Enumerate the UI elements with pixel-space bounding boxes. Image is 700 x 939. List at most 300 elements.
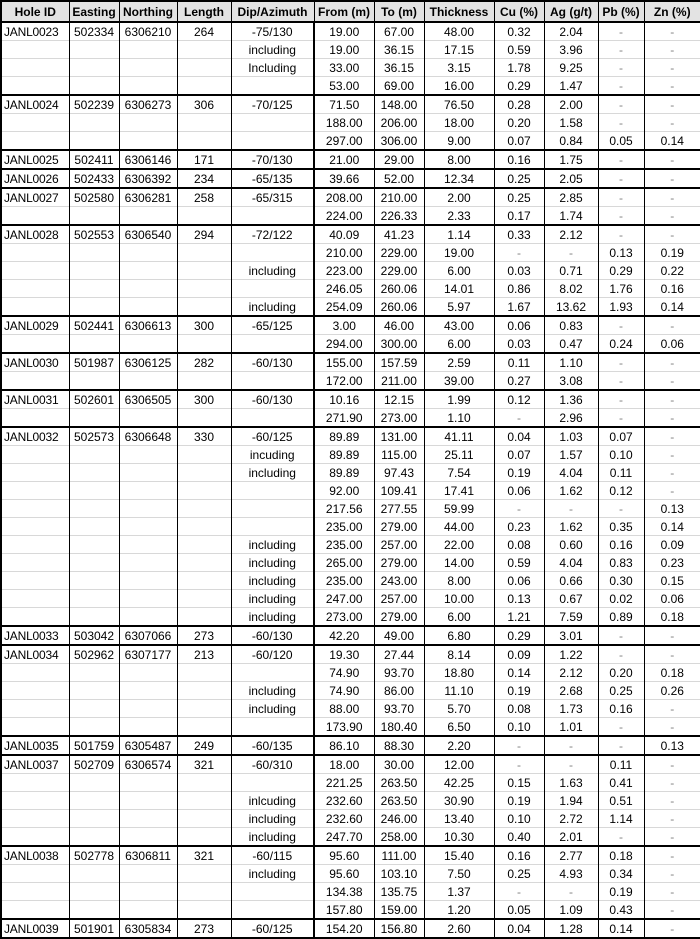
table-row: [1, 95, 700, 114]
cell-hole-id: JANL0032: [1, 427, 69, 446]
column-header: Length: [177, 1, 231, 22]
cell-thickness: 6.00: [424, 608, 494, 627]
cell-thickness: 48.00: [424, 22, 494, 41]
cell-pb: 0.02: [598, 590, 644, 608]
table-row: [1, 919, 700, 938]
cell-to: 279.00: [374, 608, 424, 627]
table-row: [1, 446, 700, 464]
cell-length: [177, 664, 231, 682]
cell-easting: 502553: [69, 225, 119, 244]
cell-pb: 0.25: [598, 682, 644, 700]
cell-length: [177, 262, 231, 280]
cell-from: 235.00: [314, 572, 374, 590]
cell-zn: -: [644, 41, 700, 59]
cell-ag: 7.59: [544, 608, 598, 627]
cell-to: 159.00: [374, 901, 424, 920]
cell-ag: 1.75: [544, 150, 598, 169]
cell-length: [177, 828, 231, 847]
cell-length: [177, 77, 231, 96]
cell-length: [177, 59, 231, 77]
cell-easting: [69, 262, 119, 280]
table-row: [1, 500, 700, 518]
cell-pb: 1.14: [598, 810, 644, 828]
cell-easting: [69, 280, 119, 298]
cell-easting: [69, 590, 119, 608]
cell-pb: -: [598, 114, 644, 132]
cell-to: 69.00: [374, 77, 424, 96]
cell-to: 135.75: [374, 883, 424, 901]
cell-length: [177, 518, 231, 536]
cell-hole-id: [1, 865, 69, 883]
cell-dip-azimuth: including: [231, 590, 314, 608]
cell-pb: 0.12: [598, 482, 644, 500]
cell-dip-azimuth: incuding: [231, 446, 314, 464]
table-row: [1, 150, 700, 169]
cell-length: 249: [177, 736, 231, 755]
cell-zn: -: [644, 77, 700, 96]
cell-to: 229.00: [374, 262, 424, 280]
cell-hole-id: [1, 298, 69, 317]
cell-pb: 0.29: [598, 262, 644, 280]
cell-northing: [119, 810, 177, 828]
cell-from: 294.00: [314, 335, 374, 354]
cell-northing: [119, 41, 177, 59]
cell-thickness: 2.33: [424, 207, 494, 226]
cell-from: 235.00: [314, 518, 374, 536]
cell-pb: -: [598, 626, 644, 645]
cell-to: 279.00: [374, 554, 424, 572]
cell-to: 30.00: [374, 755, 424, 774]
cell-from: 39.66: [314, 169, 374, 188]
cell-northing: 6306146: [119, 150, 177, 169]
table-row: [1, 482, 700, 500]
cell-ag: 0.84: [544, 132, 598, 151]
cell-from: 208.00: [314, 188, 374, 207]
cell-thickness: 1.99: [424, 390, 494, 409]
cell-ag: 1.01: [544, 718, 598, 737]
cell-cu: 0.10: [494, 810, 544, 828]
cell-thickness: 10.30: [424, 828, 494, 847]
cell-ag: 0.60: [544, 536, 598, 554]
cell-cu: 0.15: [494, 774, 544, 792]
cell-zn: -: [644, 810, 700, 828]
cell-ag: 13.62: [544, 298, 598, 317]
cell-zn: -: [644, 901, 700, 920]
cell-dip-azimuth: [231, 518, 314, 536]
table-row: [1, 409, 700, 428]
cell-pb: 0.05: [598, 132, 644, 151]
cell-hole-id: JANL0023: [1, 22, 69, 41]
cell-pb: 0.14: [598, 919, 644, 938]
column-header: Dip/Azimuth: [231, 1, 314, 22]
cell-zn: -: [644, 718, 700, 737]
table-row: [1, 372, 700, 391]
cell-cu: 0.29: [494, 77, 544, 96]
cell-pb: -: [598, 409, 644, 428]
cell-pb: 0.30: [598, 572, 644, 590]
cell-from: 254.09: [314, 298, 374, 317]
cell-hole-id: [1, 335, 69, 354]
cell-from: 217.56: [314, 500, 374, 518]
table-row: [1, 755, 700, 774]
cell-pb: 0.16: [598, 700, 644, 718]
cell-to: 246.00: [374, 810, 424, 828]
cell-pb: -: [598, 150, 644, 169]
cell-zn: 0.13: [644, 500, 700, 518]
cell-zn: 0.13: [644, 736, 700, 755]
cell-zn: -: [644, 482, 700, 500]
cell-pb: -: [598, 500, 644, 518]
table-row: [1, 188, 700, 207]
cell-to: 46.00: [374, 316, 424, 335]
cell-northing: 6306392: [119, 169, 177, 188]
column-header: Ag (g/t): [544, 1, 598, 22]
cell-to: 109.41: [374, 482, 424, 500]
cell-dip-azimuth: including: [231, 464, 314, 482]
cell-cu: 0.14: [494, 664, 544, 682]
cell-from: 19.00: [314, 22, 374, 41]
cell-length: [177, 409, 231, 428]
cell-zn: -: [644, 464, 700, 482]
cell-northing: 6306811: [119, 846, 177, 865]
cell-cu: 0.27: [494, 372, 544, 391]
cell-length: [177, 335, 231, 354]
cell-cu: 1.67: [494, 298, 544, 317]
cell-dip-azimuth: -60/125: [231, 427, 314, 446]
cell-to: 41.23: [374, 225, 424, 244]
cell-hole-id: JANL0034: [1, 645, 69, 664]
cell-pb: 0.11: [598, 755, 644, 774]
cell-dip-azimuth: [231, 244, 314, 262]
table-row: [1, 590, 700, 608]
cell-ag: 1.73: [544, 700, 598, 718]
table-row: [1, 645, 700, 664]
table-row: [1, 518, 700, 536]
cell-easting: [69, 518, 119, 536]
cell-cu: 0.17: [494, 207, 544, 226]
cell-zn: -: [644, 846, 700, 865]
cell-length: [177, 464, 231, 482]
cell-thickness: 22.00: [424, 536, 494, 554]
cell-to: 180.40: [374, 718, 424, 737]
cell-pb: -: [598, 207, 644, 226]
cell-zn: 0.15: [644, 572, 700, 590]
cell-northing: 6306281: [119, 188, 177, 207]
cell-length: [177, 572, 231, 590]
cell-hole-id: [1, 77, 69, 96]
cell-thickness: 76.50: [424, 95, 494, 114]
cell-to: 103.10: [374, 865, 424, 883]
cell-pb: 0.51: [598, 792, 644, 810]
cell-pb: -: [598, 59, 644, 77]
cell-length: [177, 554, 231, 572]
table-row: [1, 298, 700, 317]
cell-dip-azimuth: [231, 77, 314, 96]
cell-cu: 0.32: [494, 22, 544, 41]
cell-easting: 502573: [69, 427, 119, 446]
cell-easting: [69, 132, 119, 151]
cell-ag: 2.72: [544, 810, 598, 828]
cell-thickness: 8.14: [424, 645, 494, 664]
table-row: [1, 626, 700, 645]
cell-dip-azimuth: -65/135: [231, 169, 314, 188]
cell-dip-azimuth: [231, 774, 314, 792]
cell-dip-azimuth: [231, 664, 314, 682]
cell-hole-id: [1, 792, 69, 810]
cell-dip-azimuth: [231, 207, 314, 226]
cell-cu: 0.03: [494, 335, 544, 354]
cell-hole-id: JANL0039: [1, 919, 69, 938]
cell-thickness: 44.00: [424, 518, 494, 536]
cell-to: 111.00: [374, 846, 424, 865]
cell-hole-id: [1, 41, 69, 59]
cell-dip-azimuth: including: [231, 298, 314, 317]
cell-ag: 2.77: [544, 846, 598, 865]
cell-dip-azimuth: [231, 500, 314, 518]
cell-dip-azimuth: [231, 132, 314, 151]
table-row: [1, 390, 700, 409]
cell-zn: -: [644, 755, 700, 774]
cell-zn: -: [644, 446, 700, 464]
cell-thickness: 1.14: [424, 225, 494, 244]
cell-from: 235.00: [314, 536, 374, 554]
cell-northing: [119, 792, 177, 810]
cell-to: 36.15: [374, 59, 424, 77]
cell-hole-id: JANL0025: [1, 150, 69, 169]
cell-easting: 502778: [69, 846, 119, 865]
cell-to: 67.00: [374, 22, 424, 41]
cell-length: 282: [177, 353, 231, 372]
cell-from: 19.30: [314, 645, 374, 664]
cell-to: 257.00: [374, 590, 424, 608]
table-row: [1, 608, 700, 627]
cell-ag: 1.58: [544, 114, 598, 132]
cell-to: 229.00: [374, 244, 424, 262]
cell-dip-azimuth: [231, 409, 314, 428]
cell-easting: [69, 464, 119, 482]
cell-length: 258: [177, 188, 231, 207]
cell-cu: 0.86: [494, 280, 544, 298]
cell-ag: 1.62: [544, 482, 598, 500]
cell-northing: [119, 500, 177, 518]
cell-length: [177, 608, 231, 627]
table-row: [1, 846, 700, 865]
table-row: [1, 736, 700, 755]
cell-to: 306.00: [374, 132, 424, 151]
cell-thickness: 17.15: [424, 41, 494, 59]
cell-thickness: 10.00: [424, 590, 494, 608]
cell-northing: [119, 446, 177, 464]
cell-northing: 6306613: [119, 316, 177, 335]
cell-easting: 502239: [69, 95, 119, 114]
column-header: Northing: [119, 1, 177, 22]
cell-hole-id: JANL0035: [1, 736, 69, 755]
cell-pb: 0.19: [598, 883, 644, 901]
cell-northing: 6307177: [119, 645, 177, 664]
cell-ag: 2.12: [544, 225, 598, 244]
cell-dip-azimuth: -65/315: [231, 188, 314, 207]
cell-easting: 502411: [69, 150, 119, 169]
cell-from: 246.05: [314, 280, 374, 298]
cell-hole-id: [1, 59, 69, 77]
cell-northing: [119, 554, 177, 572]
table-row: [1, 664, 700, 682]
cell-dip-azimuth: [231, 114, 314, 132]
cell-to: 52.00: [374, 169, 424, 188]
cell-to: 36.15: [374, 41, 424, 59]
cell-cu: 0.06: [494, 572, 544, 590]
cell-from: 74.90: [314, 664, 374, 682]
cell-zn: -: [644, 427, 700, 446]
cell-ag: 2.05: [544, 169, 598, 188]
cell-pb: 0.13: [598, 244, 644, 262]
cell-dip-azimuth: -60/130: [231, 353, 314, 372]
table-row: [1, 901, 700, 920]
cell-zn: -: [644, 774, 700, 792]
cell-ag: -: [544, 244, 598, 262]
table-row: [1, 77, 700, 96]
cell-thickness: 8.00: [424, 150, 494, 169]
cell-hole-id: [1, 500, 69, 518]
cell-cu: 0.59: [494, 41, 544, 59]
cell-pb: -: [598, 316, 644, 335]
cell-northing: 6305834: [119, 919, 177, 938]
cell-northing: 6306505: [119, 390, 177, 409]
cell-ag: -: [544, 755, 598, 774]
cell-ag: 2.01: [544, 828, 598, 847]
cell-to: 279.00: [374, 518, 424, 536]
cell-hole-id: [1, 828, 69, 847]
cell-northing: [119, 518, 177, 536]
cell-zn: 0.06: [644, 590, 700, 608]
cell-cu: 0.04: [494, 919, 544, 938]
cell-hole-id: [1, 482, 69, 500]
table-row: [1, 244, 700, 262]
cell-length: [177, 500, 231, 518]
cell-easting: 502962: [69, 645, 119, 664]
cell-zn: -: [644, 828, 700, 847]
cell-zn: -: [644, 883, 700, 901]
cell-easting: [69, 59, 119, 77]
cell-cu: 0.29: [494, 626, 544, 645]
cell-to: 206.00: [374, 114, 424, 132]
cell-easting: 502433: [69, 169, 119, 188]
cell-length: [177, 700, 231, 718]
cell-northing: [119, 262, 177, 280]
cell-pb: 0.24: [598, 335, 644, 354]
column-header: Cu (%): [494, 1, 544, 22]
cell-easting: [69, 865, 119, 883]
cell-hole-id: [1, 244, 69, 262]
cell-ag: 1.47: [544, 77, 598, 96]
cell-northing: [119, 682, 177, 700]
cell-zn: 0.26: [644, 682, 700, 700]
cell-from: 154.20: [314, 919, 374, 938]
table-row: [1, 353, 700, 372]
cell-easting: [69, 207, 119, 226]
cell-length: [177, 536, 231, 554]
table-row: [1, 262, 700, 280]
cell-ag: -: [544, 883, 598, 901]
cell-hole-id: [1, 572, 69, 590]
cell-northing: [119, 132, 177, 151]
cell-length: [177, 298, 231, 317]
cell-length: 294: [177, 225, 231, 244]
cell-ag: 1.63: [544, 774, 598, 792]
cell-northing: 6306574: [119, 755, 177, 774]
cell-dip-azimuth: -60/130: [231, 390, 314, 409]
cell-zn: 0.09: [644, 536, 700, 554]
cell-hole-id: [1, 464, 69, 482]
cell-from: 271.90: [314, 409, 374, 428]
cell-thickness: 15.40: [424, 846, 494, 865]
cell-zn: 0.18: [644, 608, 700, 627]
cell-thickness: 2.00: [424, 188, 494, 207]
cell-to: 211.00: [374, 372, 424, 391]
cell-zn: -: [644, 626, 700, 645]
cell-easting: [69, 792, 119, 810]
cell-easting: [69, 554, 119, 572]
cell-easting: 501759: [69, 736, 119, 755]
cell-thickness: 59.99: [424, 500, 494, 518]
cell-thickness: 16.00: [424, 77, 494, 96]
cell-from: 188.00: [314, 114, 374, 132]
cell-ag: 0.83: [544, 316, 598, 335]
cell-northing: [119, 409, 177, 428]
cell-from: 173.90: [314, 718, 374, 737]
table-row: [1, 774, 700, 792]
cell-thickness: 8.00: [424, 572, 494, 590]
cell-hole-id: [1, 536, 69, 554]
cell-from: 19.00: [314, 41, 374, 59]
cell-hole-id: JANL0037: [1, 755, 69, 774]
cell-from: 172.00: [314, 372, 374, 391]
cell-northing: [119, 536, 177, 554]
cell-length: 300: [177, 390, 231, 409]
cell-zn: -: [644, 919, 700, 938]
cell-cu: -: [494, 500, 544, 518]
cell-cu: 0.12: [494, 390, 544, 409]
cell-ag: 3.96: [544, 41, 598, 59]
cell-zn: -: [644, 188, 700, 207]
cell-ag: 1.57: [544, 446, 598, 464]
cell-to: 260.06: [374, 298, 424, 317]
cell-length: [177, 114, 231, 132]
cell-cu: 0.33: [494, 225, 544, 244]
cell-dip-azimuth: [231, 901, 314, 920]
cell-ag: 8.02: [544, 280, 598, 298]
cell-to: 273.00: [374, 409, 424, 428]
cell-hole-id: [1, 682, 69, 700]
cell-northing: [119, 280, 177, 298]
cell-to: 243.00: [374, 572, 424, 590]
cell-length: [177, 482, 231, 500]
cell-from: 224.00: [314, 207, 374, 226]
cell-easting: [69, 77, 119, 96]
cell-easting: [69, 536, 119, 554]
cell-zn: -: [644, 409, 700, 428]
cell-cu: 1.78: [494, 59, 544, 77]
table-row: [1, 225, 700, 244]
cell-northing: [119, 114, 177, 132]
cell-easting: 502334: [69, 22, 119, 41]
cell-to: 157.59: [374, 353, 424, 372]
column-header: To (m): [374, 1, 424, 22]
cell-pb: -: [598, 353, 644, 372]
cell-thickness: 6.00: [424, 262, 494, 280]
cell-ag: 2.04: [544, 22, 598, 41]
cell-ag: 0.66: [544, 572, 598, 590]
